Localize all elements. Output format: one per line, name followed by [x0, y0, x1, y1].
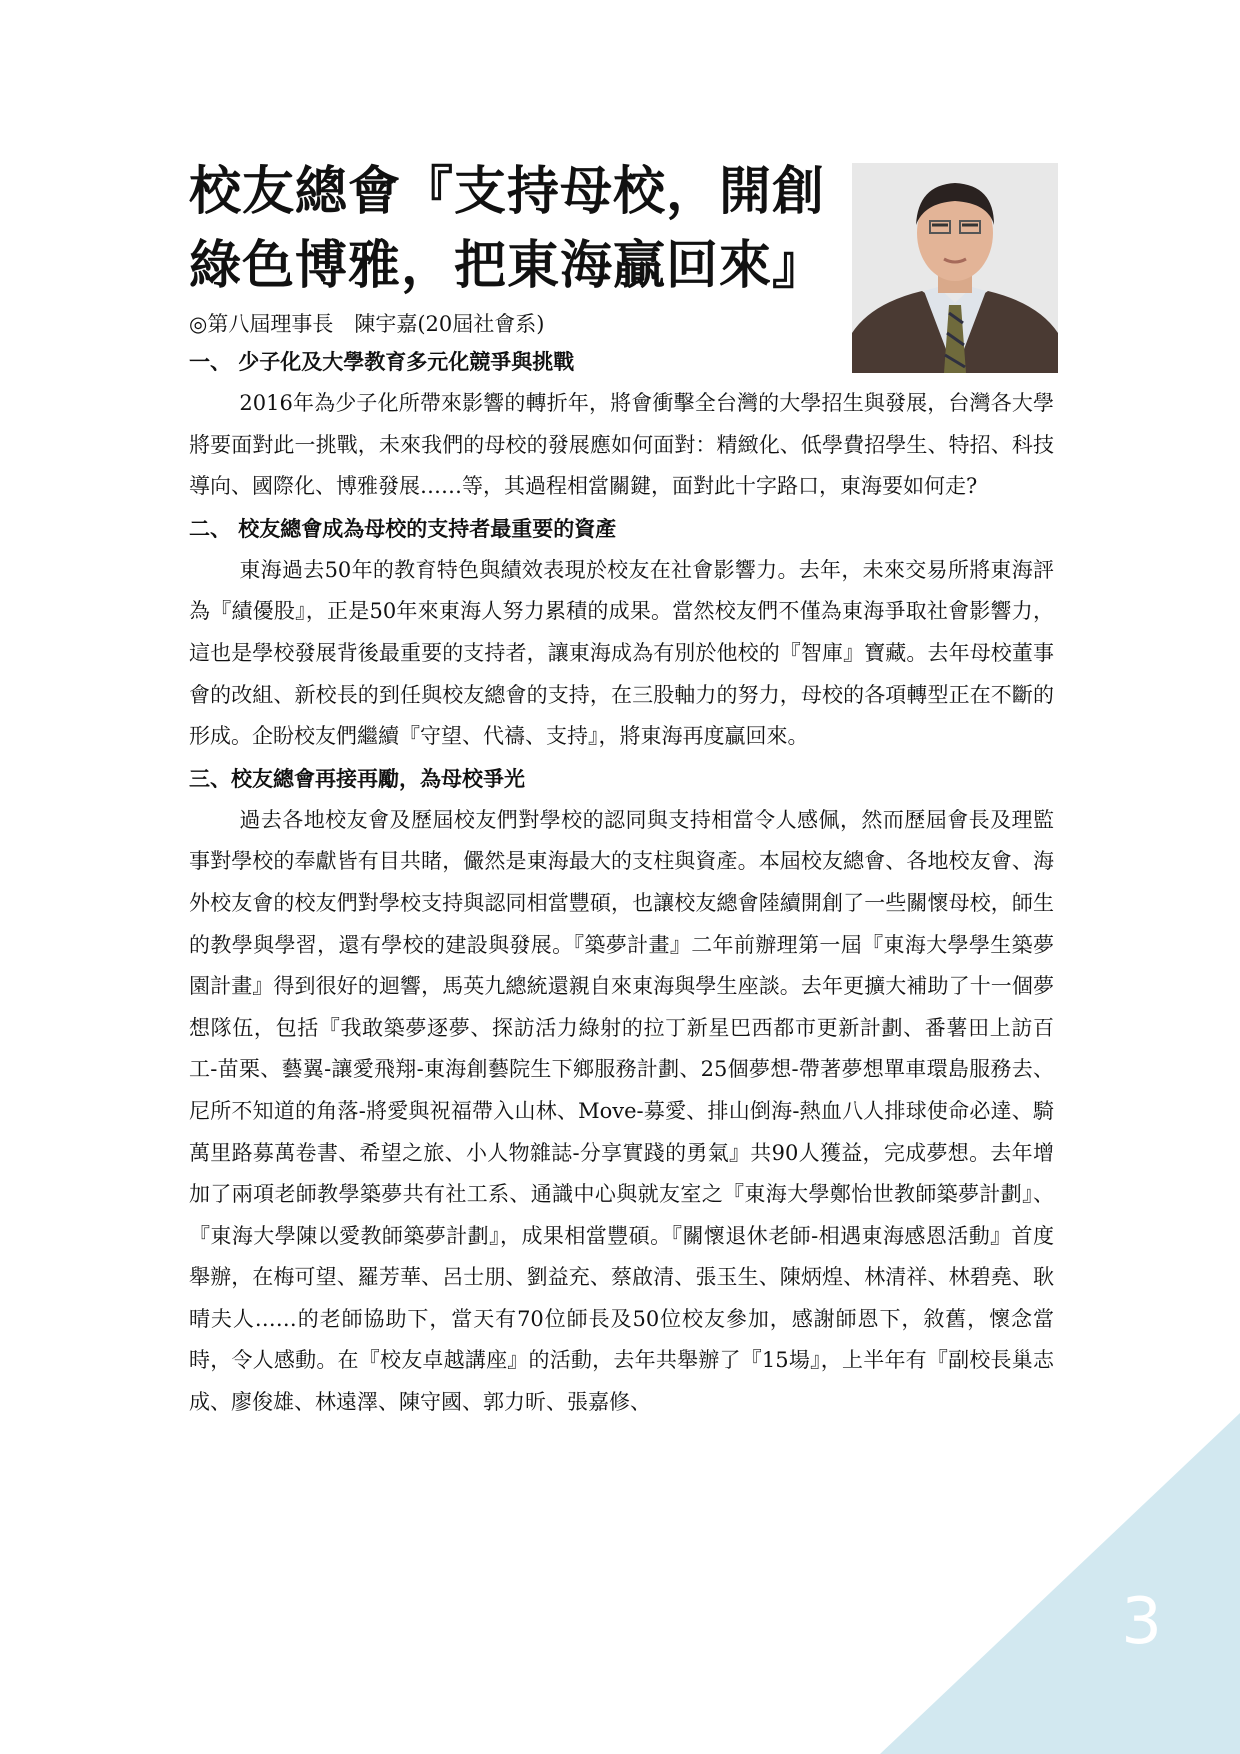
section-paragraph-3: 過去各地校友會及歷屆校友們對學校的認同與支持相當令人感佩，然而歷屆會長及理監事對學校的奉獻皆有目共睹，儼然是東海最大的支柱與資產。本屆校友總會、各地校友會、海外校友會的校友們對學校支持與認同相當豐碩，也讓校友總會陸續開創了一些關懷母校，師生的教學與學習，還有學校的建設與發展。『築夢計畫』二年前辦理第一屆『東海大學學生築夢園計畫』得到很好的迴響，馬英九總統還親自來東海與學生座談。去年更擴大補助了十一個夢想隊伍，包括『我敢築夢逐夢、探訪活力綠射的拉丁新星巴西都市更新計劃、番薯田上訪百工-苗栗、藝翼-讓愛飛翔-東海創藝院生下鄉服務計劃、25個夢想-帶著夢想單車環島服務去、尼所不知道的角落-將愛與祝福帶入山林、Move-募愛、排山倒海-熱血八人排球使命必達、騎萬里路募萬卷書、希望之旅、小人物雜誌-分享實踐的勇氣』共90人獲益，完成夢想。去年增加了兩項老師教學築夢共有社工系、通識中心與就友室之『東海大學鄭怡世教師築夢計劃』、『東海大學陳以愛教師築夢計劃』，成果相當豐碩。『關懷退休老師-相遇東海感恩活動』首度舉辦，在梅可望、羅芳華、呂士朋、劉益充、蔡啟清、張玉生、陳炳煌、林清祥、林碧堯、耿晴夫人……的老師協助下，當天有70位師長及50位校友參加，感謝師恩下，敘舊，懷念當時，令人感動。在『校友卓越講座』的活動，去年共舉辦了『15場』，上半年有『副校長巢志成、廖俊雄、林遠澤、陳守國、郭力昕、張嘉修、	[189, 807, 1054, 1415]
author-line: ◎第八屆理事長 陳宇嘉(20屆社會系)	[189, 312, 545, 336]
article	[189, 155, 1054, 1424]
section-paragraph-1: 2016年為少子化所帶來影響的轉折年，將會衝擊全台灣的大學招生與發展，台灣各大學將要面對此一挑戰，未來我們的母校的發展應如何面對：精緻化、低學費招學生、特招、科技導向、國際化、博雅發展……等，其過程相當關鍵，面對此十字路口，東海要如何走?	[189, 391, 1054, 499]
section-heading-3: 三、校友總會再接再勵，為母校爭光	[189, 765, 525, 791]
title-line-2: 綠色博雅，把東海贏回來』	[189, 235, 826, 296]
title-line-1: 校友總會『支持母校，開創	[189, 161, 826, 222]
section-heading-1: 一、 少子化及大學教育多元化競爭與挑戰	[189, 349, 575, 374]
article-title	[189, 155, 839, 303]
corner-decoration	[880, 1413, 1240, 1754]
section-heading-2: 二、 校友總會成為母校的支持者最重要的資產	[189, 515, 617, 541]
page-number: 3	[1121, 1585, 1162, 1659]
section-paragraph-2: 東海過去50年的教育特色與績效表現於校友在社會影響力。去年，未來交易所將東海評為『績優股』，正是50年來東海人努力累積的成果。當然校友們不僅為東海爭取社會影響力，這也是學校發展背後最重要的支持者，讓東海成為有別於他校的『智庫』寶藏。去年母校董事會的改組、新校長的到任與校友總會的支持，在三股軸力的努力，母校的各項轉型正在不斷的形成。企盼校友們繼續『守望、代禱、支持』，將東海再度贏回來。	[189, 557, 1054, 749]
